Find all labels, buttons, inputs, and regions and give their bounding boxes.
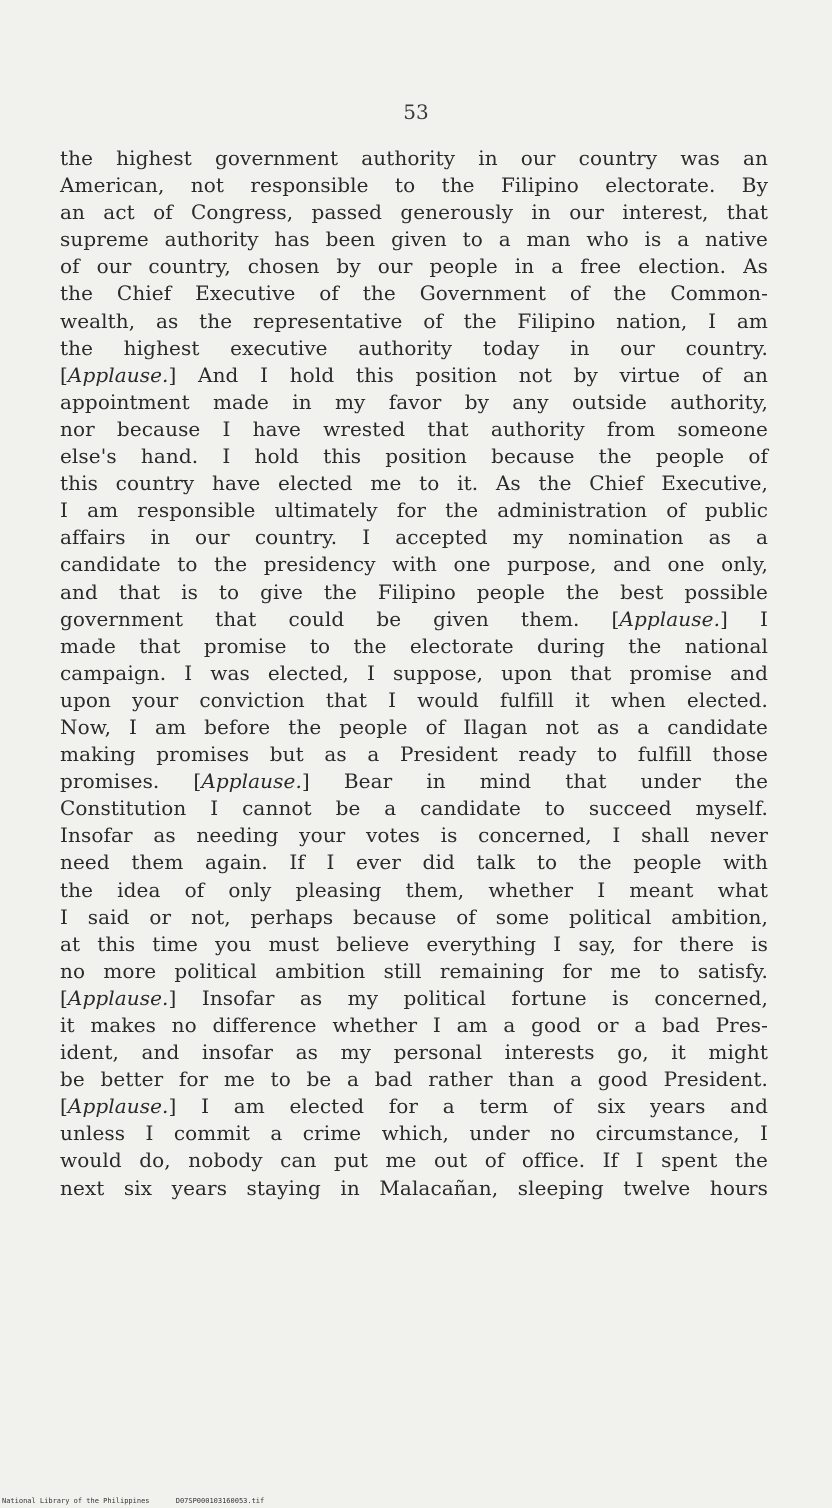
text-line: wealth, as the representative of the Filipino nation, I am (60, 308, 768, 333)
text-line: the highest government authority in our country was an (60, 146, 768, 170)
applause-italic: Applause. (67, 1094, 169, 1119)
text-line: American, not responsible to the Filipino electorate. By (60, 173, 768, 198)
text-line: campaign. I was elected, I suppose, upon that promise and (60, 660, 768, 685)
text-line: supreme authority has been given to a man who is a native (60, 227, 768, 252)
text-line: I said or not, perhaps because of some political ambition, (60, 904, 768, 929)
text-line: ident, and insofar as my personal interests go, it might (60, 1040, 768, 1065)
text-line: this country have elected me to it. As the Chief Executive, (60, 471, 768, 496)
scan-footer (2, 1497, 286, 1505)
text-line: else's hand. I hold this position because the people of (60, 444, 768, 469)
text-line: promises. [Applause.] Bear in mind that under the (60, 769, 769, 794)
text-line: the highest executive authority today in our country. (60, 335, 768, 360)
text-line: nor because I have wrested that authority from someone (60, 416, 768, 441)
text-line: government that could be given them. [Applause.] I (60, 606, 768, 631)
text-line: the Chief Executive of the Government of the Common- (60, 281, 768, 306)
text-line: candidate to the presidency with one purpose, and one only, (60, 552, 768, 577)
text-line: Now, I am before the people of Ilagan not as a candidate (60, 714, 768, 739)
text-line: [Applause.] Insofar as my political fortune is concerned, (60, 985, 768, 1010)
text-line: Constitution I cannot be a candidate to succeed myself. (60, 796, 768, 821)
text-line: I am responsible ultimately for the administration of public (60, 498, 768, 523)
text-line: of our country, chosen by our people in a free election. As (60, 254, 768, 279)
text-line: [Applause.] I am elected for a term of six years and (60, 1094, 768, 1119)
text-line: made that promise to the electorate during the national (60, 633, 768, 658)
text-line: and that is to give the Filipino people the best possible (60, 579, 768, 604)
file-name: D07SP000103160053.tif (175, 1497, 265, 1505)
text-line: affairs in our country. I accepted my nomination as a (60, 525, 768, 550)
applause-italic: Applause. (619, 606, 721, 631)
text-line: it makes no difference whether I am a good or a bad Pres- (60, 1013, 768, 1037)
text-line: the idea of only pleasing them, whether I meant what (60, 877, 768, 902)
text-line: [Applause.] And I hold this position not by virtue of an (60, 362, 768, 387)
text-line: no more political ambition still remaining for me to satisfy. (60, 958, 768, 983)
text-line: appointment made in my favor by any outside authority, (60, 389, 768, 414)
page-number: 53 (403, 100, 429, 124)
text-line: would do, nobody can put me out of office. If I spent the (60, 1148, 768, 1173)
applause-italic: Applause. (67, 362, 169, 387)
applause-italic: Applause. (67, 985, 169, 1010)
text-line: an act of Congress, passed generously in our interest, that (60, 200, 768, 225)
body-text (60, 145, 768, 1202)
text-line: at this time you must believe everything I say, for there is (60, 931, 768, 956)
text-line: need them again. If I ever did talk to the people with (60, 850, 768, 875)
text-line: next six years staying in Malacañan, sleeping twelve hours (60, 1175, 768, 1200)
text-line: making promises but as a President ready to fulfill those (60, 742, 768, 767)
library-credit: National Library of the Philippines (2, 1497, 150, 1505)
applause-italic: Applause. (201, 769, 302, 794)
text-line: Insofar as needing your votes is concerned, I shall never (60, 823, 768, 848)
text-line: be better for me to be a bad rather than a good President. (60, 1067, 768, 1092)
text-line: upon your conviction that I would fulfill it when elected. (60, 687, 768, 712)
text-line: unless I commit a crime which, under no circumstance, I (60, 1121, 768, 1146)
